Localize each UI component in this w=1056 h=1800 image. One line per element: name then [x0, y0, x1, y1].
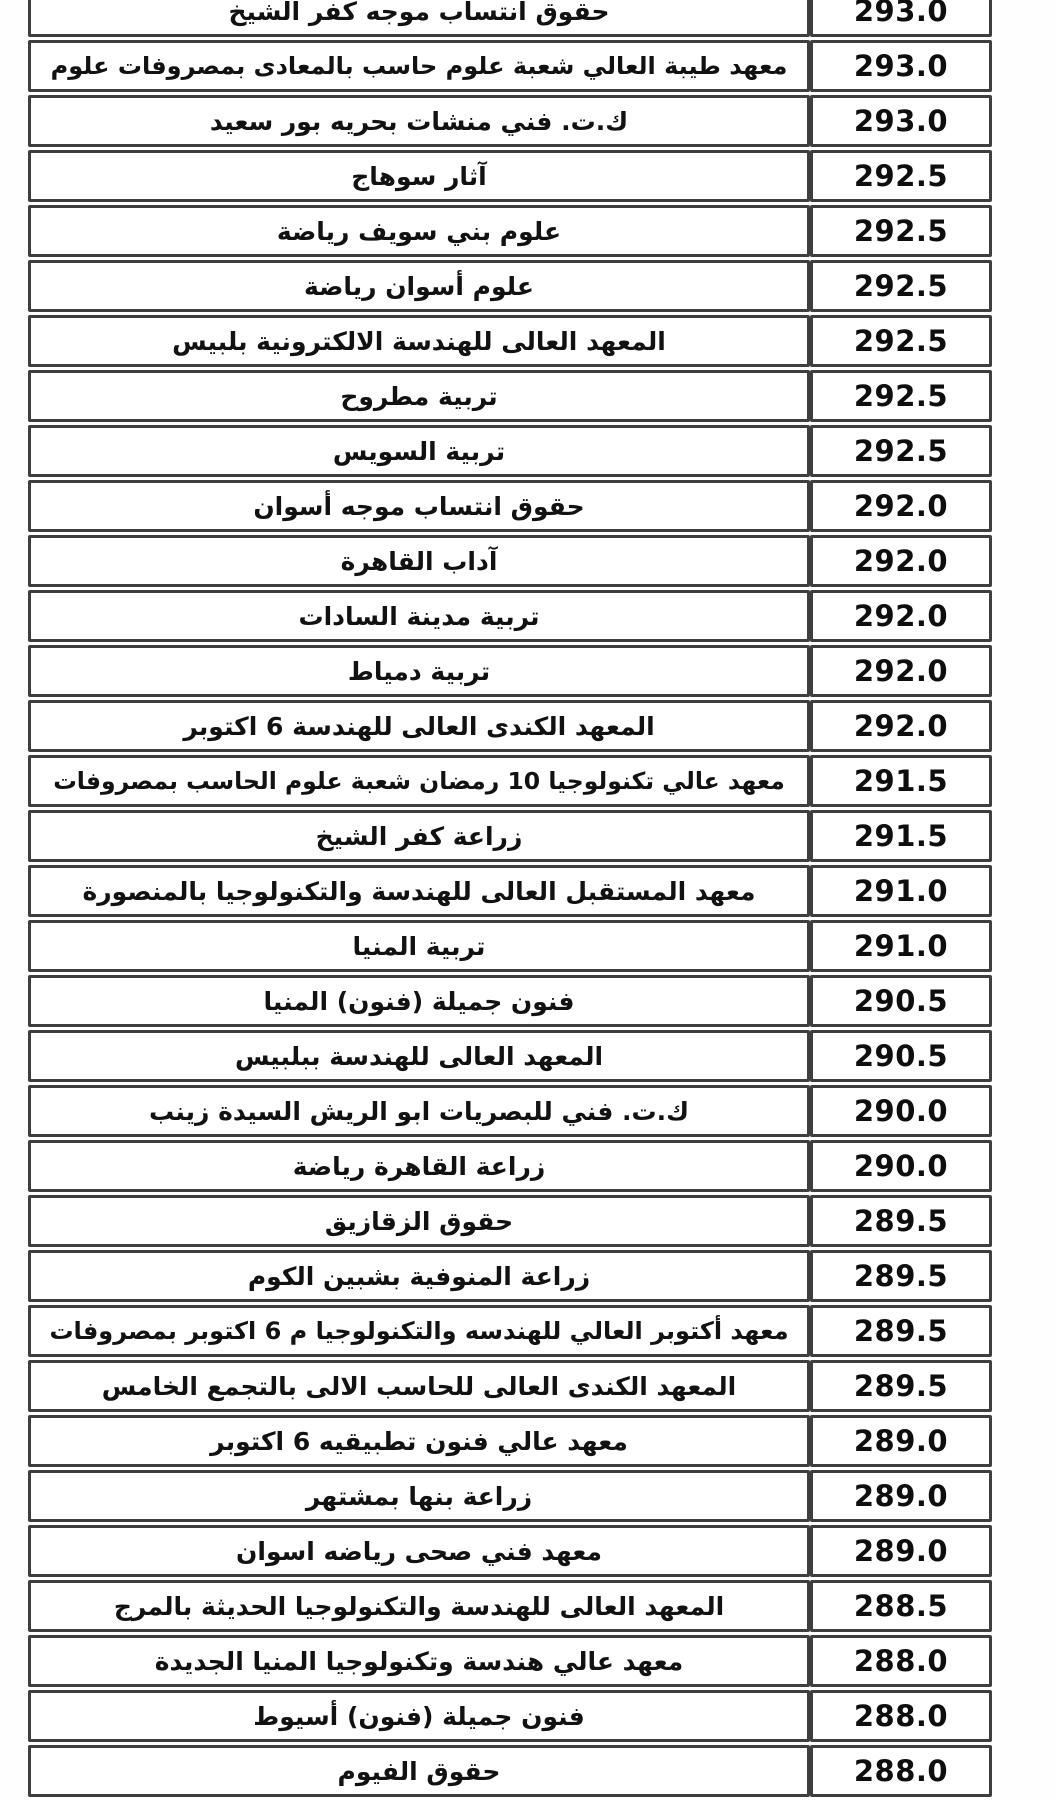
institution-name: زراعة المنوفية بشبين الكوم [247, 1261, 591, 1291]
min-score: 293.0 [853, 49, 949, 83]
min-score: 290.5 [853, 984, 949, 1018]
institution-name: ك.ت. فني للبصريات ابو الريش السيدة زينب [148, 1096, 690, 1126]
institution-name: المعهد الكندى العالى للهندسة 6 اكتوبر [183, 711, 655, 741]
min-score: 291.0 [853, 929, 949, 963]
table-row [28, 1690, 992, 1742]
institution-name-cell [28, 755, 810, 807]
institution-name: المعهد العالى للهندسة والتكنولوجيا الحديثة بالمرج [113, 1591, 725, 1621]
institution-name-cell [28, 260, 810, 312]
institution-name-cell [28, 920, 810, 972]
min-score-cell [810, 1030, 992, 1082]
institution-name: علوم أسوان رياضة [304, 271, 534, 301]
table-row [28, 590, 992, 642]
institution-name-cell [28, 370, 810, 422]
institution-name-cell [28, 315, 810, 367]
table-row [28, 205, 992, 257]
institution-name-cell [28, 1305, 810, 1357]
min-score: 292.5 [853, 214, 949, 248]
min-score-cell [810, 1690, 992, 1742]
institution-name-cell [28, 865, 810, 917]
min-score: 288.5 [853, 1589, 949, 1623]
min-score-cell [810, 260, 992, 312]
min-score: 292.5 [853, 159, 949, 193]
table-row [28, 1580, 992, 1632]
min-score: 292.0 [853, 489, 949, 523]
institution-name: حقوق انتساب موجه كفر الشيخ [228, 0, 610, 26]
min-score-cell [810, 1525, 992, 1577]
table-row [28, 535, 992, 587]
min-score-cell [810, 590, 992, 642]
institution-name: معهد عالي هندسة وتكنولوجيا المنيا الجديدة [154, 1646, 684, 1676]
institution-name-cell [28, 1360, 810, 1412]
institution-name: معهد فني صحى رياضه اسوان [236, 1536, 602, 1566]
min-score-cell [810, 480, 992, 532]
table-row [28, 1635, 992, 1687]
min-score: 288.0 [853, 1699, 949, 1733]
table-row [28, 150, 992, 202]
table-row [28, 1140, 992, 1192]
institution-name: معهد طيبة العالي شعبة علوم حاسب بالمعادى بمصروفات علوم [50, 52, 788, 80]
table-row [28, 975, 992, 1027]
institution-name: معهد عالي تكنولوجيا 10 رمضان شعبة علوم الحاسب بمصروفات [53, 767, 785, 795]
min-score: 292.0 [853, 544, 949, 578]
min-score-cell [810, 1745, 992, 1797]
institution-name-cell [28, 95, 810, 147]
table-row [28, 1030, 992, 1082]
min-score: 290.5 [853, 1039, 949, 1073]
min-score-cell [810, 315, 992, 367]
min-score-cell [810, 1580, 992, 1632]
table-row [28, 1525, 992, 1577]
min-score: 291.0 [853, 874, 949, 908]
min-score-cell [810, 40, 992, 92]
institution-name: زراعة القاهرة رياضة [292, 1151, 546, 1181]
institution-name: تربية دمياط [347, 656, 491, 686]
institution-name-cell [28, 1745, 810, 1797]
institution-name-cell [28, 150, 810, 202]
institution-name: حقوق انتساب موجه أسوان [253, 491, 585, 521]
min-score-cell [810, 1195, 992, 1247]
institution-name-cell [28, 0, 810, 37]
min-score: 290.0 [853, 1149, 949, 1183]
table-row [28, 480, 992, 532]
min-score: 292.5 [853, 434, 949, 468]
institution-name: تربية المنيا [352, 931, 486, 961]
institution-name: آداب القاهرة [340, 546, 498, 576]
institution-name-cell [28, 1140, 810, 1192]
institution-name-cell [28, 205, 810, 257]
table-row [28, 95, 992, 147]
institution-name: معهد المستقبل العالى للهندسة والتكنولوجيا بالمنصورة [82, 876, 756, 906]
institution-name: تربية مدينة السادات [298, 601, 540, 631]
min-score: 291.5 [853, 764, 949, 798]
institution-name: معهد عالي فنون تطبيقيه 6 اكتوبر [210, 1426, 628, 1456]
table-row [28, 1415, 992, 1467]
min-score-cell [810, 865, 992, 917]
institution-name-cell [28, 1635, 810, 1687]
institution-name: آثار سوهاج [351, 161, 487, 191]
min-score: 291.5 [853, 819, 949, 853]
min-score: 292.0 [853, 599, 949, 633]
institution-name-cell [28, 480, 810, 532]
min-score: 292.0 [853, 654, 949, 688]
min-score-cell [810, 1360, 992, 1412]
admission-scores-table [28, 0, 992, 1797]
institution-name: زراعة بنها بمشتهر [305, 1481, 533, 1511]
institution-name-cell [28, 700, 810, 752]
min-score: 289.5 [853, 1204, 949, 1238]
min-score: 288.0 [853, 1754, 949, 1788]
institution-name-cell [28, 425, 810, 477]
min-score-cell [810, 755, 992, 807]
min-score-cell [810, 645, 992, 697]
min-score-cell [810, 95, 992, 147]
min-score: 289.0 [853, 1479, 949, 1513]
min-score-cell [810, 1250, 992, 1302]
min-score: 292.5 [853, 324, 949, 358]
table-row [28, 1360, 992, 1412]
institution-name-cell [28, 1030, 810, 1082]
table-row [28, 425, 992, 477]
min-score: 289.0 [853, 1424, 949, 1458]
institution-name: ك.ت. فني منشات بحريه بور سعيد [209, 106, 629, 136]
min-score-cell [810, 920, 992, 972]
table-row [28, 1250, 992, 1302]
institution-name: حقوق الفيوم [337, 1756, 501, 1786]
institution-name: معهد أكتوبر العالي للهندسه والتكنولوجيا م 6 اكتوبر بمصروفات [49, 1317, 789, 1345]
table-row [28, 260, 992, 312]
min-score: 292.0 [853, 709, 949, 743]
institution-name-cell [28, 535, 810, 587]
table-row [28, 755, 992, 807]
institution-name-cell [28, 1085, 810, 1137]
table-row [28, 920, 992, 972]
institution-name-cell [28, 975, 810, 1027]
min-score-cell [810, 425, 992, 477]
table-row [28, 0, 992, 37]
table-row [28, 865, 992, 917]
min-score-cell [810, 150, 992, 202]
min-score-cell [810, 1085, 992, 1137]
min-score: 289.5 [853, 1259, 949, 1293]
institution-name-cell [28, 1415, 810, 1467]
institution-name-cell [28, 1525, 810, 1577]
min-score: 293.0 [853, 104, 949, 138]
institution-name-cell [28, 1580, 810, 1632]
min-score-cell [810, 1415, 992, 1467]
institution-name-cell [28, 1195, 810, 1247]
min-score-cell [810, 975, 992, 1027]
min-score: 292.5 [853, 269, 949, 303]
table-row [28, 40, 992, 92]
table-row [28, 370, 992, 422]
institution-name: تربية مطروح [340, 381, 498, 411]
institution-name: المعهد الكندى العالى للحاسب الالى بالتجمع الخامس [101, 1371, 737, 1401]
institution-name-cell [28, 810, 810, 862]
min-score-cell [810, 0, 992, 37]
table-row [28, 1195, 992, 1247]
min-score-cell [810, 810, 992, 862]
institution-name-cell [28, 1250, 810, 1302]
min-score-cell [810, 1470, 992, 1522]
table-row [28, 1745, 992, 1797]
min-score: 289.5 [853, 1369, 949, 1403]
min-score-cell [810, 1305, 992, 1357]
min-score: 289.5 [853, 1314, 949, 1348]
min-score-cell [810, 205, 992, 257]
table-row [28, 645, 992, 697]
min-score-cell [810, 1140, 992, 1192]
table-row [28, 315, 992, 367]
institution-name: علوم بني سويف رياضة [276, 216, 562, 246]
institution-name: تربية السويس [332, 436, 506, 466]
institution-name-cell [28, 645, 810, 697]
min-score: 289.0 [853, 1534, 949, 1568]
institution-name-cell [28, 1470, 810, 1522]
table-row [28, 1470, 992, 1522]
min-score: 293.0 [853, 0, 949, 28]
institution-name: المعهد العالى للهندسة الالكترونية بلبيس [172, 326, 666, 356]
table-row [28, 810, 992, 862]
table-row [28, 1305, 992, 1357]
institution-name: فنون جميلة (فنون) أسيوط [253, 1701, 585, 1731]
min-score-cell [810, 535, 992, 587]
institution-name: حقوق الزقازيق [324, 1206, 514, 1236]
min-score: 288.0 [853, 1644, 949, 1678]
min-score-cell [810, 1635, 992, 1687]
institution-name: المعهد العالى للهندسة ببلبيس [234, 1041, 604, 1071]
min-score-cell [810, 700, 992, 752]
table-row [28, 1085, 992, 1137]
institution-name-cell [28, 590, 810, 642]
min-score: 292.5 [853, 379, 949, 413]
institution-name: فنون جميلة (فنون) المنيا [263, 986, 575, 1016]
institution-name: زراعة كفر الشيخ [315, 821, 523, 851]
min-score-cell [810, 370, 992, 422]
institution-name-cell [28, 40, 810, 92]
min-score: 290.0 [853, 1094, 949, 1128]
table-row [28, 700, 992, 752]
institution-name-cell [28, 1690, 810, 1742]
